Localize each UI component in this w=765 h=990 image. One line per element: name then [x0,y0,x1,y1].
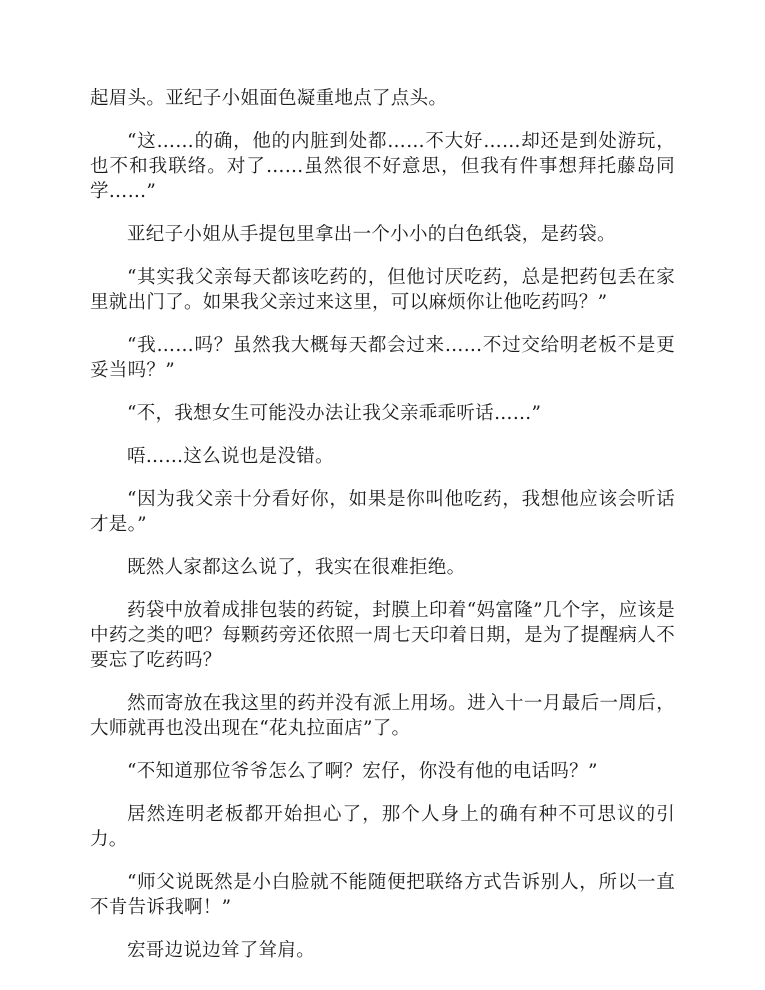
paragraph-7: 唔……这么说也是没错。 [127,446,334,467]
paragraph-6: “不，我想女生可能没办法让我父亲乖乖听话……” [127,403,542,424]
paragraph-14: “师父说既然是小白脸就不能随便把联络方式告诉别人，所以一直不肯告诉我啊！” [90,872,675,918]
paragraph-8: “因为我父亲十分看好你，如果是你叫他吃药，我想他应该会听话才是。” [90,489,675,535]
paragraph-3: 亚纪子小姐从手提包里拿出一个小小的白色纸袋，是药袋。 [127,224,616,245]
paragraph-15: 宏哥边说边耸了耸肩。 [127,940,316,961]
paragraph-13: 居然连明老板都开始担心了，那个人身上的确有种不可思议的引力。 [90,804,675,850]
paragraph-5: “我……吗？虽然我大概每天都会过来……不过交给明老板不是更妥当吗？” [90,335,675,381]
paragraph-12: “不知道那位爷爷怎么了啊？宏仔，你没有他的电话吗？” [127,761,598,782]
paragraph-2: “这……的确，他的内脏到处都……不大好……却还是到处游玩，也不和我联络。对了……虽然很不好意思，但我有件事想拜托藤岛同学……” [90,131,675,202]
paragraph-11: 然而寄放在我这里的药并没有派上用场。进入十一月最后一周后，大师就再也没出现在“花丸拉面店”了。 [90,693,675,739]
paragraph-10: 药袋中放着成排包装的药锭，封膜上印着“妈富隆”几个字，应该是中药之类的吧？每颗药旁还依照一周七天印着日期，是为了提醒病人不要忘了吃药吗？ [90,600,675,671]
paragraph-4: “其实我父亲每天都该吃药的，但他讨厌吃药，总是把药包丢在家里就出门了。如果我父亲过来这里，可以麻烦你让他吃药吗？” [90,267,675,313]
paragraph-9: 既然人家都这么说了，我实在很难拒绝。 [127,557,466,578]
paragraph-1: 起眉头。亚纪子小姐面色凝重地点了点头。 [90,88,448,109]
